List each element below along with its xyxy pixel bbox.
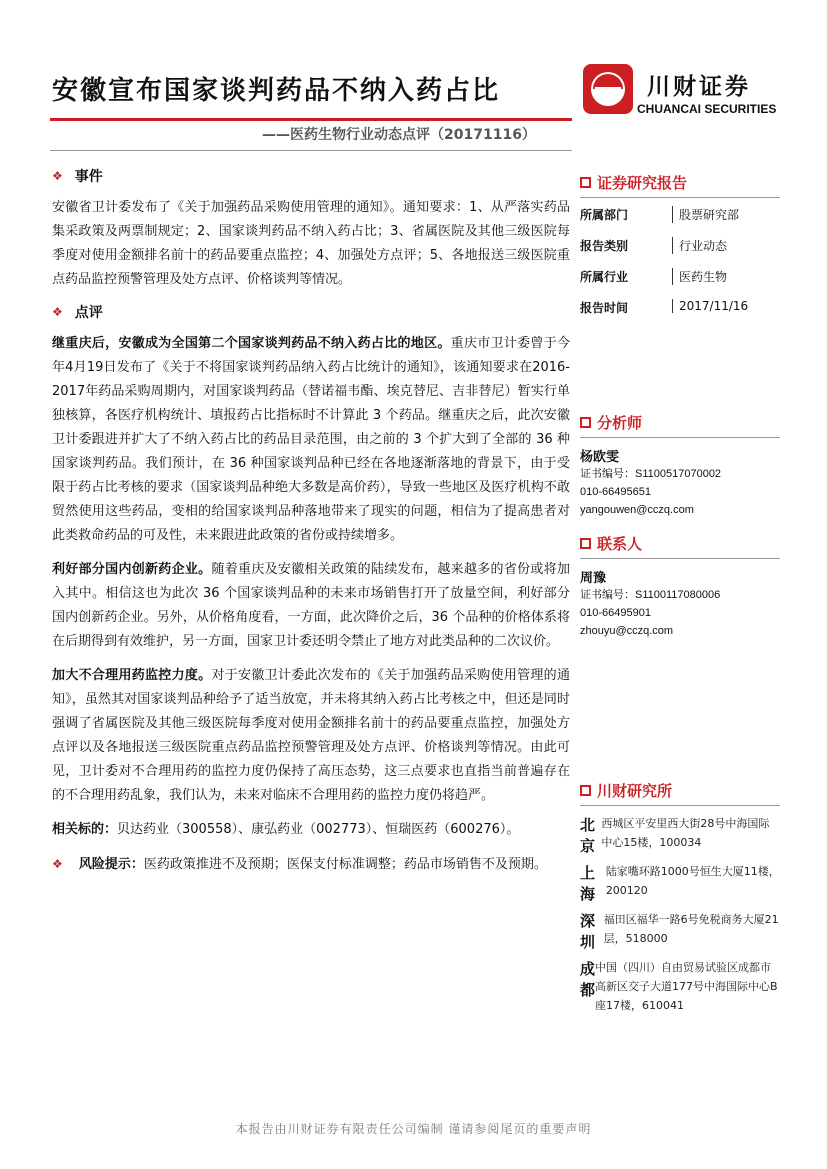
analyst-name: 杨欧雯 [580,450,620,465]
diamond-bullet-icon: ❖ [52,305,63,319]
paragraph-text: 对于安徽卫计委此次发布的《关于加强药品采购使用管理的通知》，虽然其对国家谈判品种给予了适当放宽，并未将其纳入药占比考核之中，但还是同时强调了省属医院及其他三级医院每季度对使用金额排名前十的药品要重点监控，加强处方点评以及各地报送三级医院重点药品监控预警管理及处方点评、价格谈判等情况。由此可见，卫计委对不合理用药的监控力度仍保持了高压态势，这三点要求也直指当前普遍存在的不合理用药乱象，我们认为，未来对临床不合理用药的监控力度仍将趋严。 [52,668,570,803]
contact-cert: 证书编号：S1100117080006 [580,589,721,601]
paragraph-lead: 利好部分国内创新药企业。 [52,562,212,577]
contact-email[interactable]: zhouyu@cczq.com [580,625,674,637]
office-city: 深圳 [580,912,596,951]
paragraph-lead: 继重庆后，安徽成为全国第二个国家谈判药品不纳入药占比的地区。 [52,336,451,351]
info-key: 报告时间 [580,301,629,315]
logo-english-name: CHUANCAI SECURITIES [637,102,777,116]
office-address: 陆家嘴环路1000号恒生大厦11楼，200120 [605,865,780,897]
office-city: 北京 [580,816,596,855]
analyst-email[interactable]: yangouwen@cczq.com [580,504,694,516]
contact-phone: 010-66495901 [580,607,651,619]
info-value: 2017/11/16 [672,299,748,313]
paragraph-lead: 相关标的： [52,822,118,837]
diamond-bullet-icon: ❖ [52,857,63,871]
company-logo [583,64,777,124]
paragraph-text: 重庆市卫计委曾于今年4月19日发布了《关于不将国家谈判药品纳入药占比统计的通知》，该通知要求在2016-2017年药品采购周期内，对国家谈判药品（替诺福韦酯、埃克替尼、吉非替尼）暂实行单独核算，各医疗机构统计、填报药占比指标时不计算此 3 个药品。继重庆之后，此次安徽卫计委跟进并扩大了不纳入药占比的药品目录范围，由之前的 3 个扩大到了全部的 36 种国家谈判药品。我们预计，在 36 种国家谈判品种已经在各地逐渐落地的背景下，由于受限于药占比考核的要求（国家谈判品种绝大多数是高价药），导致一些地区及医疗机构不敢贸然使用这些药品，变相的给国家谈判品种落地带来了现实的问题，相信为了提高患者对此类救命药品的可及性，未来跟进此政策的省份或持续增多。 [52,336,570,543]
office-entry [580,958,780,1015]
report-title: 安徽宣布国家谈判药品不纳入药占比 [52,76,501,106]
office-entry [580,910,780,952]
office-city: 上海 [580,864,596,903]
office-address: 中国（四川）自由贸易试验区成都市高新区交子大道177号中海国际中心B座17楼，610041 [595,961,778,1012]
sidebar-divider [580,437,780,438]
report-info-heading-label: 证券研究报告 [597,174,688,192]
diamond-bullet-icon: ❖ [52,169,63,183]
analyst-heading-label: 分析师 [597,414,643,432]
event-heading [52,166,570,186]
report-subtitle: ——医药生物行业动态点评（20171116） [262,127,536,143]
paragraph-text: 贝达药业（300558）、康弘药业（002773）、恒瑞医药（600276）。 [117,822,520,837]
institute-heading-label: 川财研究所 [597,782,673,800]
main-content [52,160,570,877]
risk-label: 风险提示： [78,857,144,872]
contact-name: 周豫 [580,571,607,586]
logo-chinese-name: 川财证券 [647,74,751,100]
info-row [580,299,780,330]
page-footer: 本报告由川财证券有限责任公司编制 谨请参阅尾页的重要声明 [235,1122,592,1136]
sidebar [580,172,780,1021]
contact-heading-label: 联系人 [597,535,643,553]
event-heading-label: 事件 [74,169,103,185]
info-value: 医药生物 [672,268,727,285]
analyst-heading [580,412,780,433]
paragraph-text: 随着重庆及安徽相关政策的陆续发布，越来越多的省份或将加入其中。相信这也为此次 36 个国家谈判品种的未来市场销售打开了放量空间，利好部分国内创新药企业。另外，从价格角度看，一方面，此次降价之后，36 个品种的价格体系将在后期得到有效维护，另一方面，国家卫计委还明令禁止了地方对此类品种的二次议价。 [52,562,570,649]
comment-heading-label: 点评 [74,305,103,321]
office-entry [580,814,780,856]
risk-warning [52,852,570,877]
sidebar-divider [580,805,780,806]
office-entry [580,862,780,904]
info-row [580,237,780,268]
info-row [580,206,780,237]
square-bullet-icon [580,785,591,796]
info-value: 股票研究部 [672,206,739,223]
contact-heading [580,533,780,554]
square-bullet-icon [580,417,591,428]
square-bullet-icon [580,177,591,188]
risk-text: 医药政策推进不及预期；医保支付标准调整；药品市场销售不及预期。 [143,857,547,872]
comment-paragraph [52,664,570,808]
info-key: 所属行业 [580,270,629,284]
related-stocks [52,818,570,842]
office-city: 成都 [580,960,596,999]
subtitle-divider [50,150,572,151]
sidebar-divider [580,558,780,559]
event-text: 安徽省卫计委发布了《关于加强药品采购使用管理的通知》。通知要求：1、从严落实药品集采政策及两票制规定；2、国家谈判药品不纳入药占比；3、省属医院及其他三级医院每季度对使用金额排名前十的药品要重点监控；4、加强处方点评；5、各地报送三级医院重点药品监控预警管理及处方点评、价格谈判等情况。 [52,200,570,287]
analyst-cert: 证书编号：S1100517070002 [580,468,722,480]
comment-paragraph [52,558,570,654]
report-info-heading [580,172,780,193]
comment-paragraph [52,332,570,548]
info-row [580,268,780,299]
info-value: 行业动态 [672,237,727,254]
info-key: 所属部门 [580,208,629,222]
info-key: 报告类别 [580,239,629,253]
analyst-phone: 010-66495651 [580,486,651,498]
paragraph-lead: 加大不合理用药监控力度。 [52,668,212,683]
square-bullet-icon [580,538,591,549]
office-address: 福田区福华一路6号免税商务大厦21层，518000 [603,913,779,945]
office-address: 西城区平安里西大街28号中海国际中心15楼，100034 [601,817,770,849]
chuancai-logo-icon [583,64,633,114]
comment-heading [52,302,570,322]
title-divider [50,118,572,121]
institute-heading [580,780,780,801]
sidebar-divider [580,197,780,198]
